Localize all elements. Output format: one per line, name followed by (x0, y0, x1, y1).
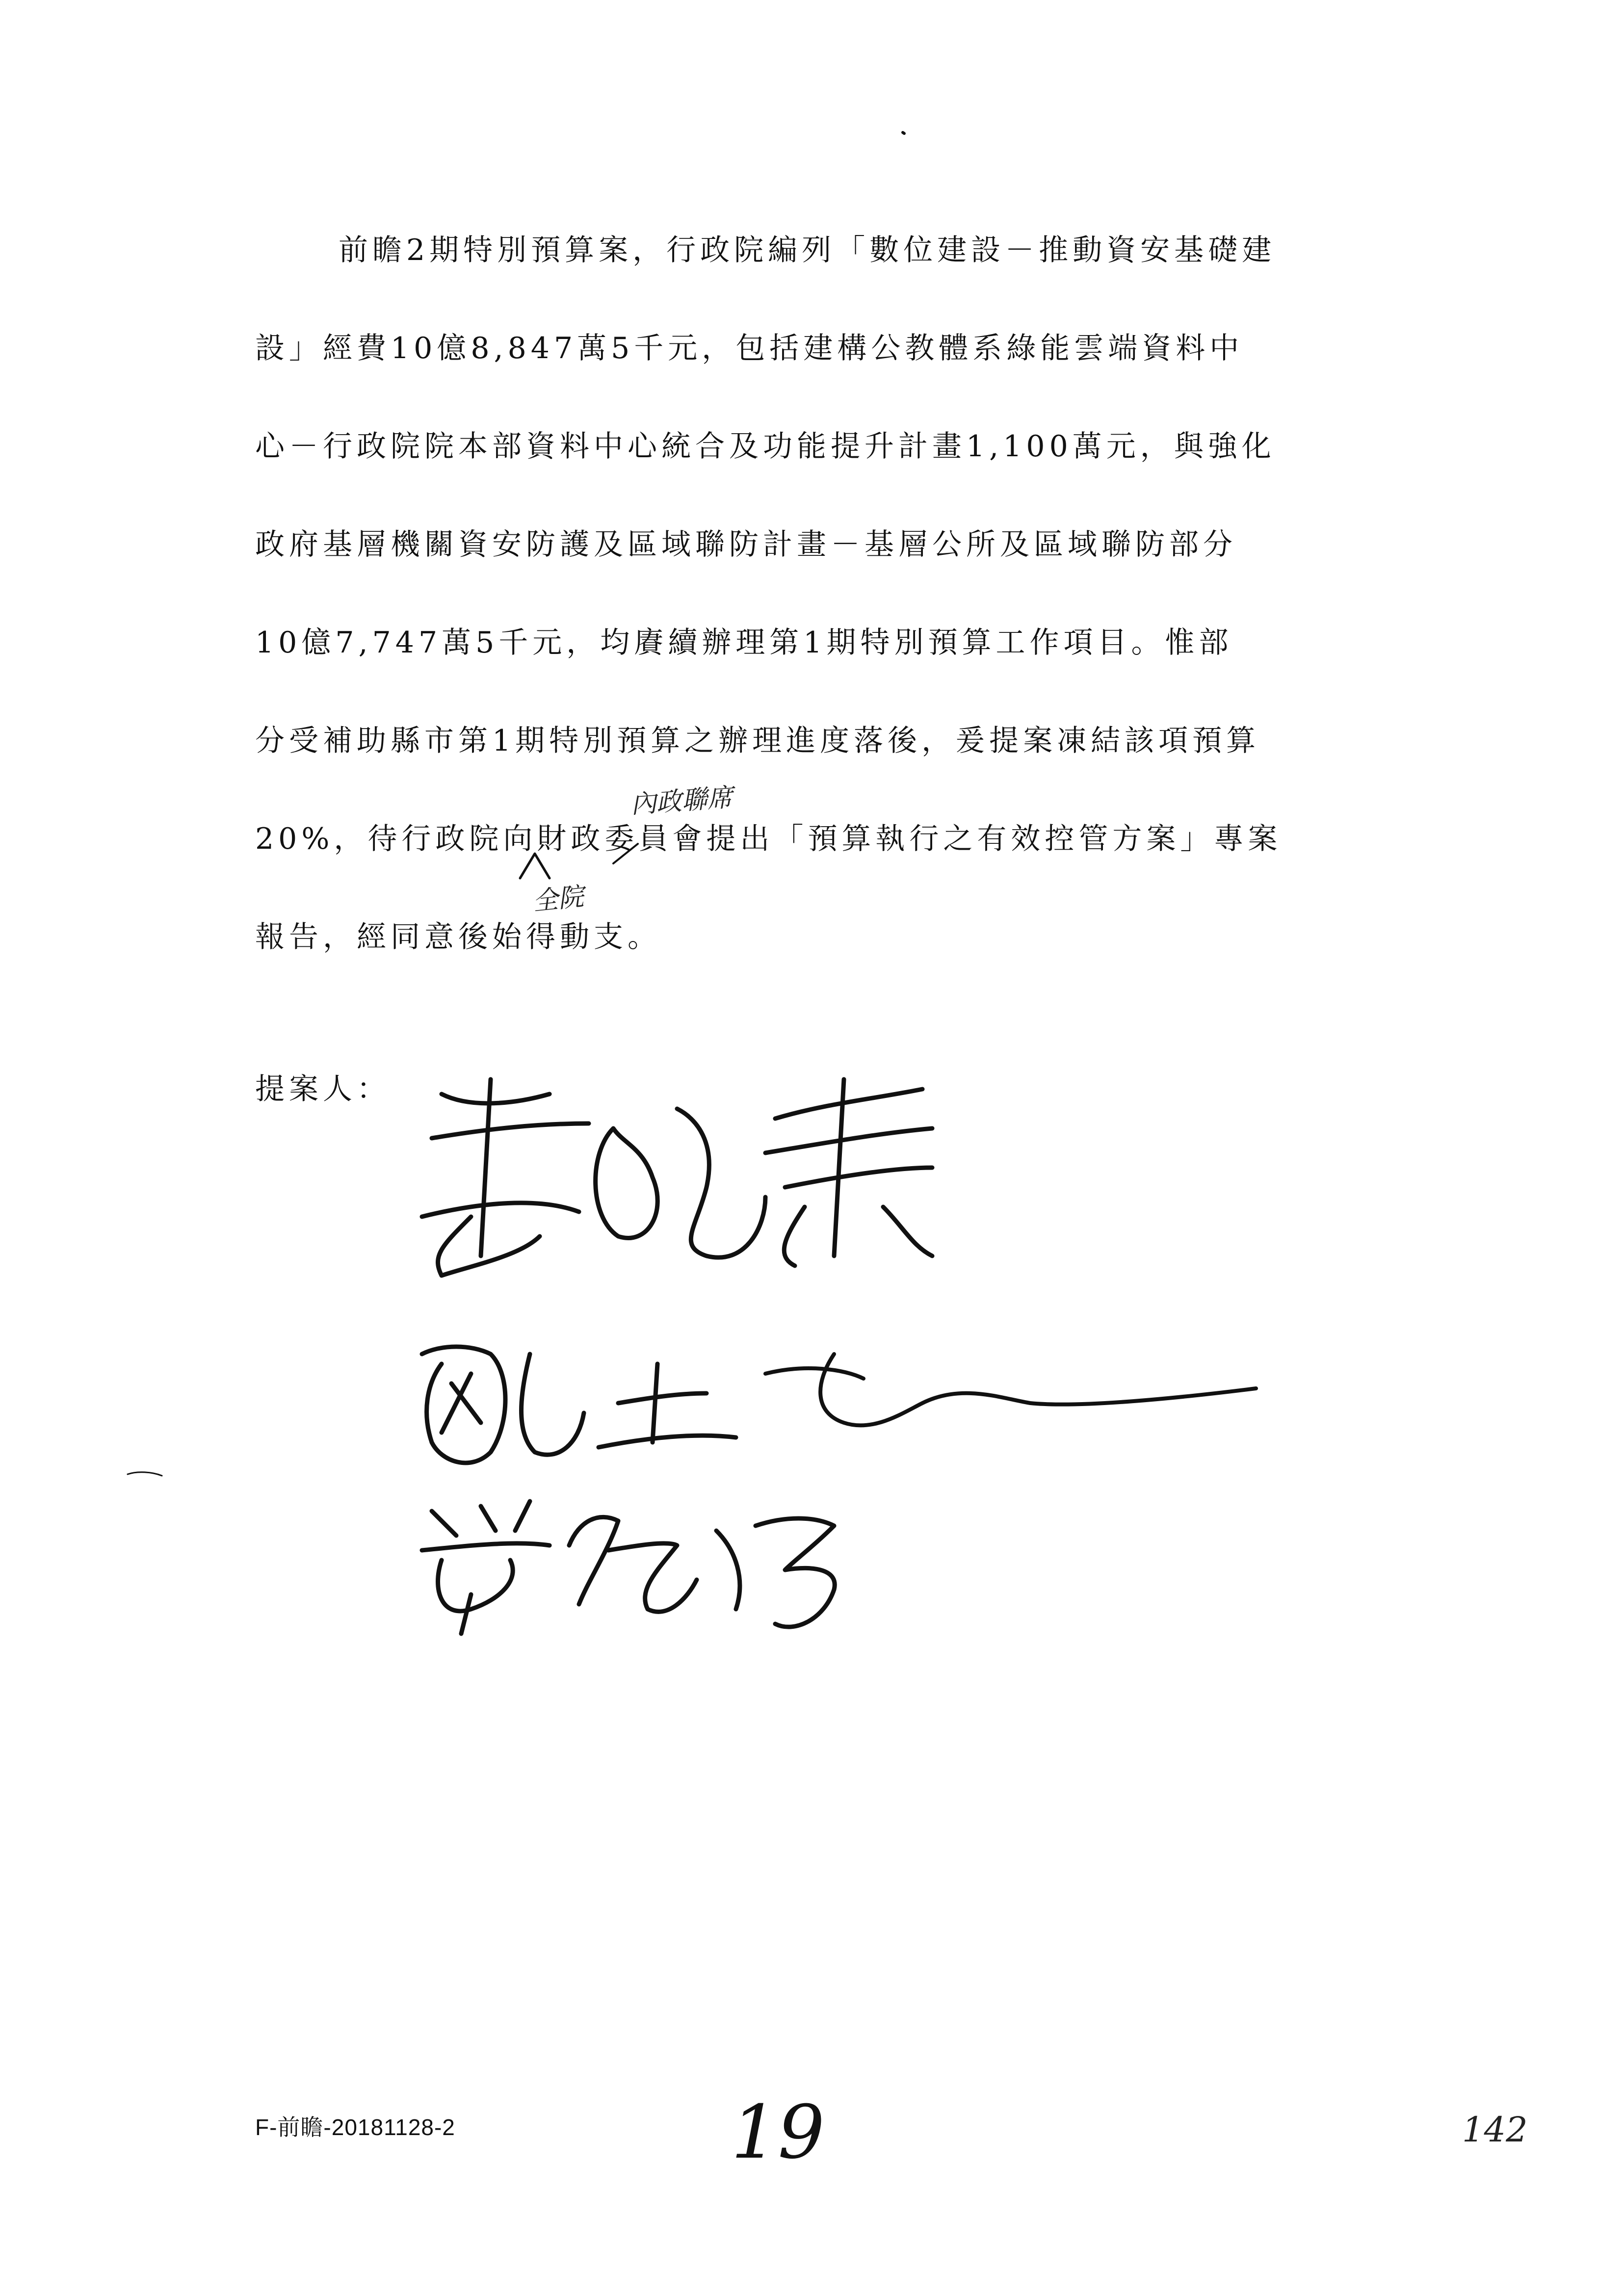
signature-stroke (599, 1364, 736, 1447)
handwritten-insert-bottom: 全院 (531, 882, 585, 917)
paragraph-line-4: 政府基層機關資安防護及區域聯防計畫－基層公所及區域聯防部分 (255, 527, 1237, 562)
footer-code: F-前瞻-20181128-2 (255, 2114, 455, 2140)
signature-stroke (422, 1079, 589, 1276)
signature-stroke (422, 1501, 550, 1634)
paragraph-line-6: 分受補助縣市第1期特別預算之辦理進度落後，爰提案凍結該項預算 (255, 724, 1260, 758)
signature-stroke (765, 1354, 1256, 1425)
handwritten-corner-number: 142 (1462, 2110, 1528, 2150)
signature-stroke (765, 1079, 932, 1266)
signature-stroke (569, 1517, 740, 1612)
paragraph-line-3: 心－行政院院本部資料中心統合及功能提升計畫1,100萬元，與強化 (255, 429, 1276, 464)
paragraph-line-5: 10億7,747萬5千元，均賡續辦理第1期特別預算工作項目。惟部 (255, 626, 1233, 660)
paragraph-line-1: 前瞻2期特別預算案，行政院編列「數位建設－推動資安基礎建 (339, 233, 1276, 267)
paragraph-line-2: 設」經費10億8,847萬5千元，包括建構公教體系綠能雲端資料中 (255, 331, 1244, 365)
signature-stroke (596, 1109, 765, 1257)
proposer-label: 提案人： (255, 1072, 391, 1106)
signature-stroke (422, 1347, 584, 1463)
scan-speck (128, 1472, 162, 1476)
scan-speck (903, 132, 904, 133)
page-number: 19 (731, 2090, 825, 2175)
paragraph-line-8: 報告，經同意後始得動支。 (255, 920, 661, 954)
handwritten-insert-top: 內政聯席 (629, 783, 734, 820)
signature-stroke (756, 1518, 835, 1627)
paragraph-line-7: 20%，待行政院向財政委員會提出「預算執行之有效控管方案」專案 (255, 822, 1282, 856)
